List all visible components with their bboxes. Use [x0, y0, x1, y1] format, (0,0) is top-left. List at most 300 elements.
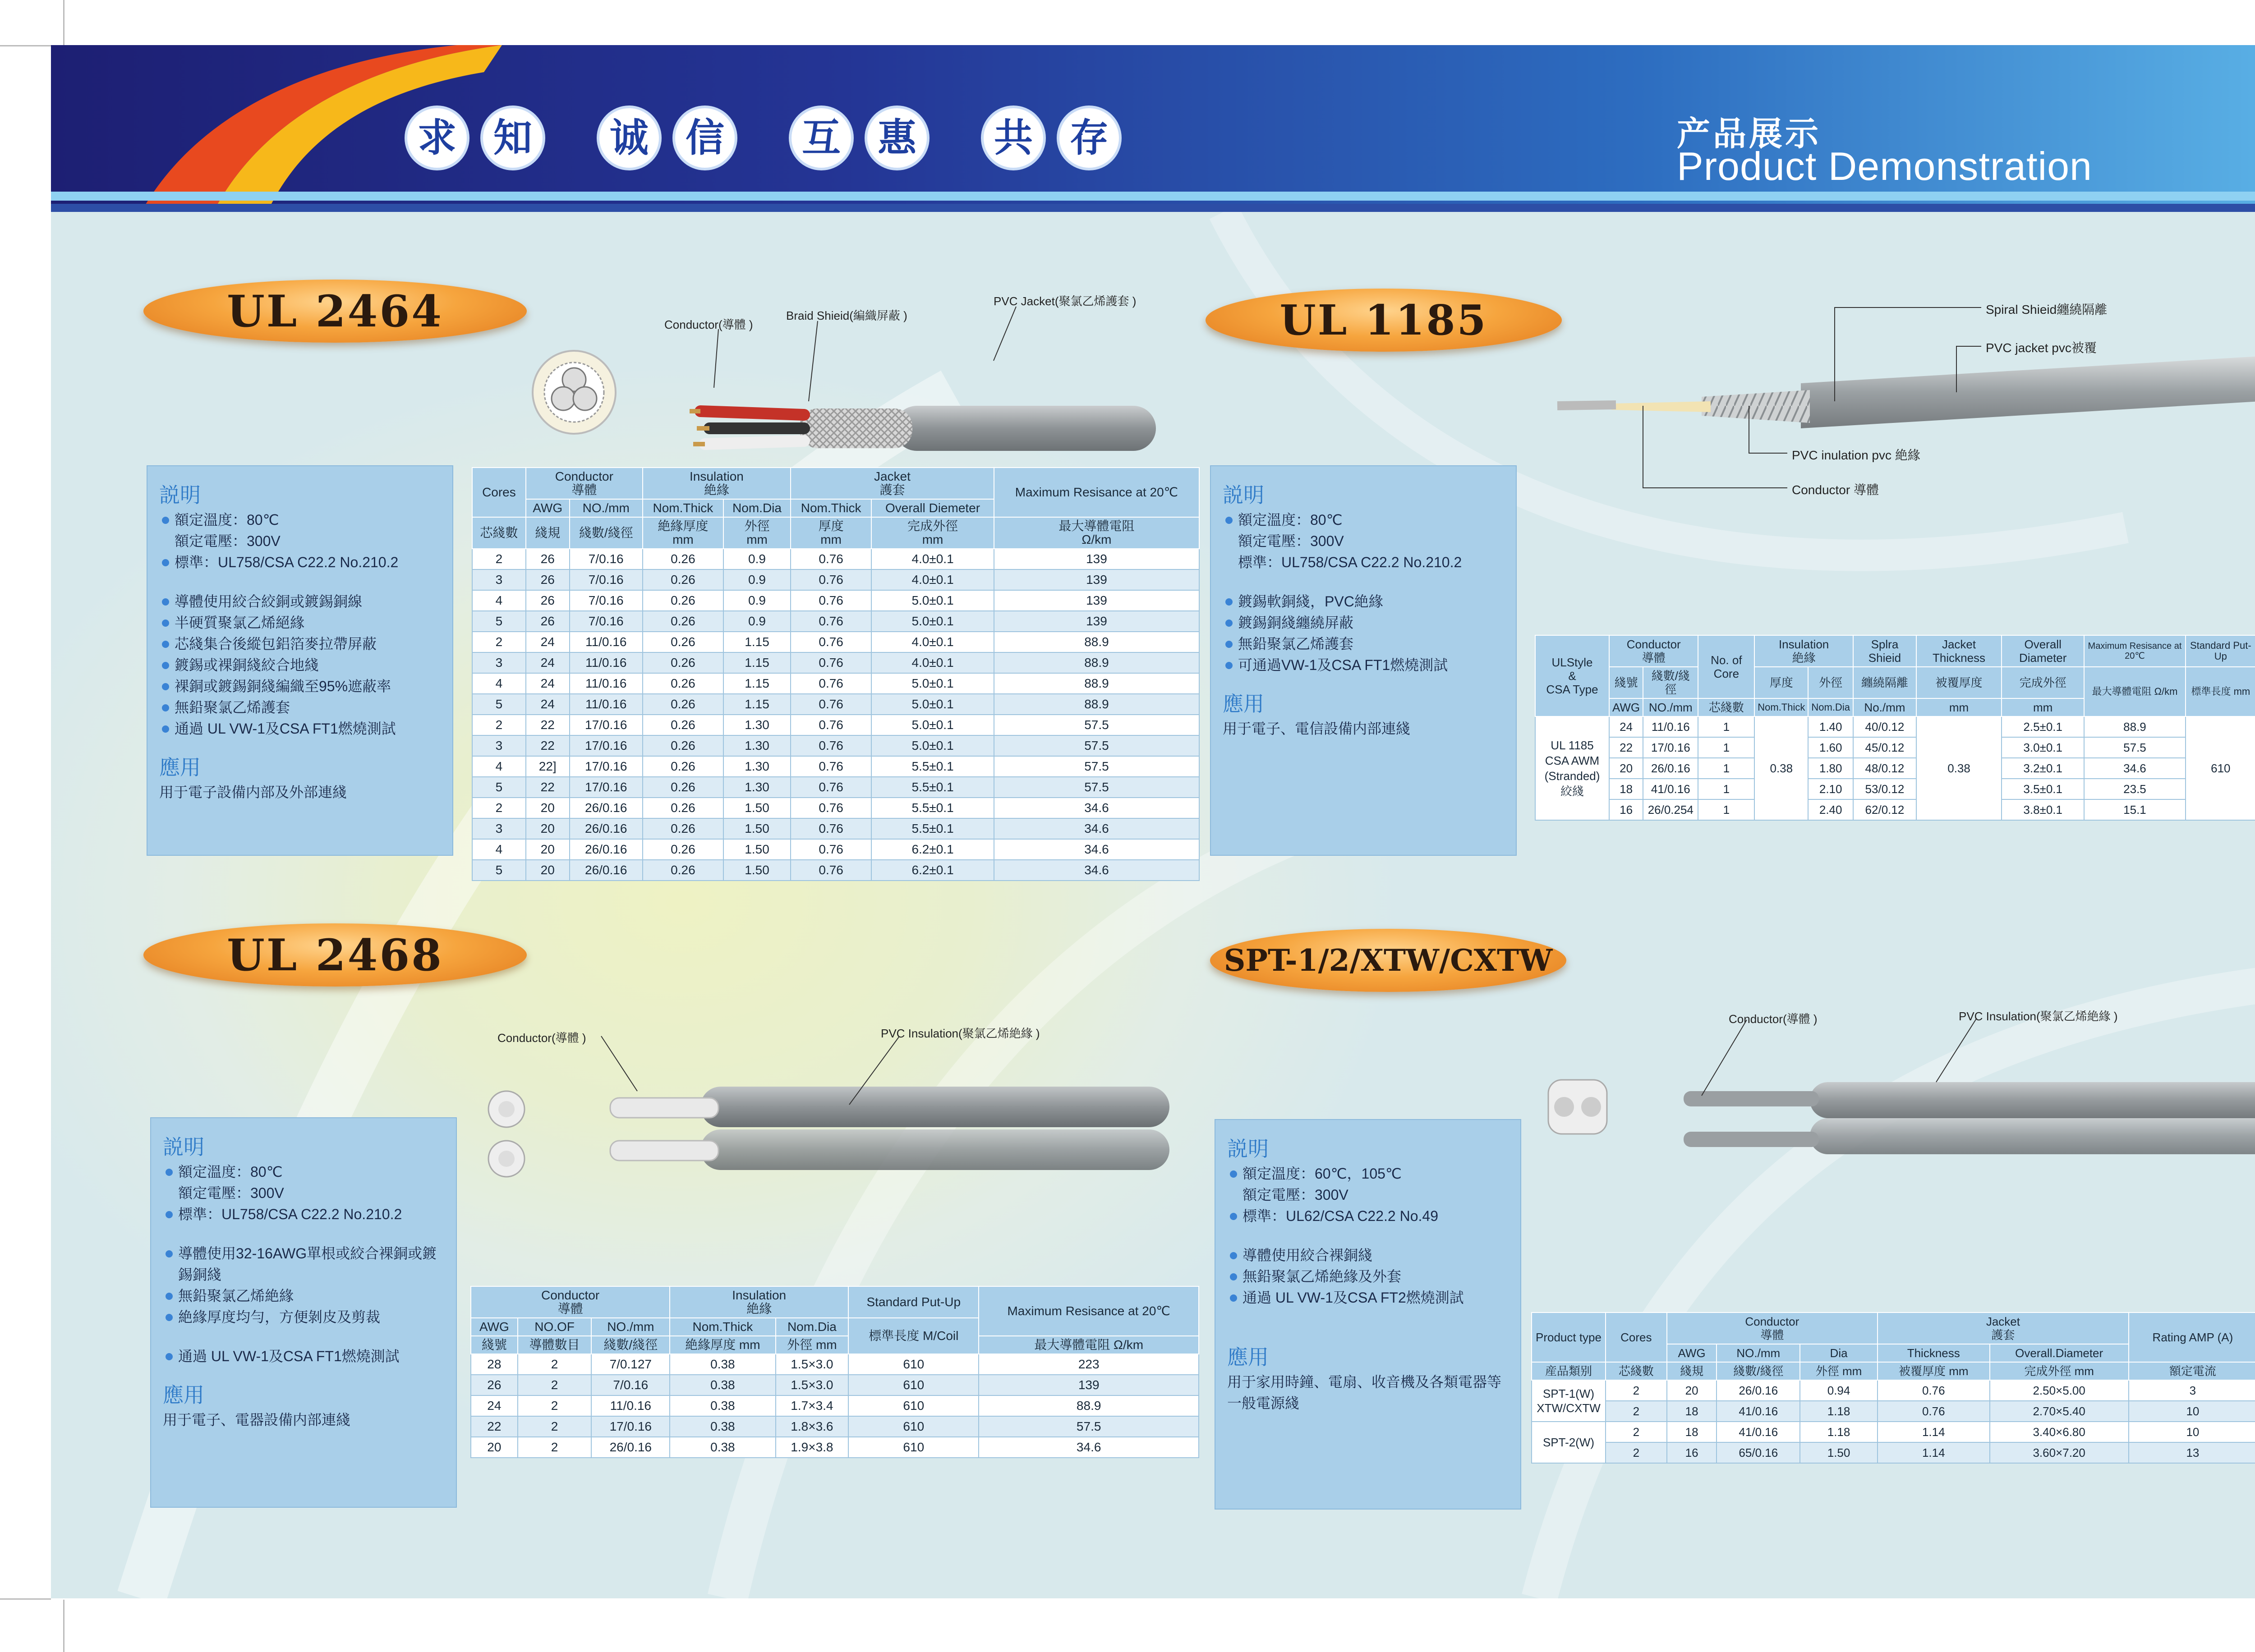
- header-title-en: Product Demonstration: [1677, 144, 2092, 188]
- table-cell: 7/0.16: [570, 549, 643, 569]
- table-cell: 17/0.16: [570, 735, 643, 756]
- feature-item: 可通過VW-1及CSA FT1燃燒測試: [1223, 655, 1504, 676]
- table-cell: 2: [518, 1395, 592, 1416]
- th-conductor: Conductor 導體: [1667, 1312, 1878, 1344]
- spec-table-spt: [1531, 1312, 2255, 1464]
- th-res-cn: 最大導體電阻 Ω/km: [979, 1336, 1199, 1354]
- table-cell: 5: [472, 611, 526, 632]
- crop-mark: [0, 1598, 51, 1600]
- table-cell: 0.76: [791, 673, 871, 694]
- th-overall: Overall Diemeter: [871, 499, 994, 517]
- table-cell: 41/0.16: [1643, 779, 1698, 799]
- table-cell: 0.26: [643, 694, 723, 715]
- table-cell: 4.0±0.1: [871, 569, 994, 590]
- spec-line: 額定電壓：300V: [1238, 533, 1344, 549]
- table-cell: 223: [979, 1354, 1199, 1375]
- th-awg-cn: 綫號: [1609, 667, 1643, 698]
- table-cell: 1.50: [723, 839, 791, 860]
- table-cell: 0.26: [643, 569, 723, 590]
- slogan-char: 存: [1059, 108, 1119, 168]
- app-text: 用于電子、電器設備内部連綫: [163, 1412, 351, 1428]
- table-cell: 4: [472, 839, 526, 860]
- callout-spiral: Spiral Shieid纏繞隔離: [1986, 303, 2108, 317]
- th-put-cn: 標準長度 mm: [2186, 667, 2255, 716]
- table-cell: 3: [472, 652, 526, 673]
- th-no: NO./mm: [1643, 698, 1698, 716]
- table-cell: 24: [526, 673, 570, 694]
- table-cell: 26/0.16: [591, 1437, 670, 1458]
- callout-braid: Braid Shieid(編織屏蔽 ): [786, 309, 907, 322]
- feature-item: 鍍錫或裸銅綫絞合地綫: [159, 655, 441, 676]
- slogan-char: 诚: [599, 108, 659, 168]
- table-cell: 1.15: [723, 632, 791, 652]
- table-cell: 18: [1667, 1422, 1717, 1442]
- table-cell: 0.26: [643, 549, 723, 569]
- table-cell: 0.76: [791, 611, 871, 632]
- app-text: 用于電子、電信設備内部連綫: [1223, 720, 1411, 737]
- table-cell: 1.40: [1808, 716, 1853, 737]
- table-cell: 7/0.16: [570, 569, 643, 590]
- feature-item: 通過 UL VW-1及CSA FT2燃燒測試: [1227, 1287, 1509, 1308]
- table-cell: 0.76: [791, 735, 871, 756]
- table-cell: 88.9: [994, 694, 1199, 715]
- th-nomdia: Nom.Dia: [1808, 698, 1853, 716]
- table-cell: 2.50×5.00: [1990, 1380, 2129, 1401]
- table-cell: 40/0.12: [1853, 716, 1916, 737]
- table-cell: 0.9: [723, 590, 791, 611]
- desc-heading: 説明: [1223, 483, 1264, 507]
- table-cell: 17/0.16: [570, 777, 643, 798]
- crop-mark: [63, 0, 64, 45]
- table-cell: 1.15: [723, 652, 791, 673]
- table-cell: 24: [526, 632, 570, 652]
- table-cell: 24: [526, 694, 570, 715]
- table-cell: 0.76: [791, 818, 871, 839]
- table-cell: 0.76: [791, 694, 871, 715]
- th-stdput: Standard Put-Up: [2186, 635, 2255, 667]
- table-cell: 1.50: [723, 818, 791, 839]
- table-cell: 0.26: [643, 611, 723, 632]
- th-awg: AWG: [471, 1318, 518, 1336]
- table-cell: 57.5: [994, 756, 1199, 777]
- table-cell: 3.0±0.1: [2002, 737, 2084, 758]
- th-dia: Dia: [1800, 1344, 1878, 1362]
- table-cell: 26/0.16: [570, 818, 643, 839]
- table-cell: 34.6: [994, 839, 1199, 860]
- th-idia-cn: 外徑: [1808, 667, 1853, 698]
- callout-conductor: Conductor 導體: [1792, 483, 1879, 497]
- table-cell: 17/0.16: [591, 1416, 670, 1437]
- table-cell: 0.76: [791, 569, 871, 590]
- th-conductor: Conductor 導體: [1609, 635, 1698, 667]
- table-cell: 1.50: [723, 798, 791, 818]
- table-cell: 26/0.16: [570, 798, 643, 818]
- spec-line: 額定溫度：80℃: [163, 1161, 444, 1183]
- table-cell: 34.6: [979, 1437, 1199, 1458]
- callout-conductor: Conductor(導體 ): [497, 1031, 586, 1045]
- table-cell: 88.9: [2084, 716, 2185, 737]
- feature-item: 半硬質聚氯乙烯絕緣: [159, 612, 441, 633]
- table-cell: 0.26: [643, 632, 723, 652]
- th-rating: Rating AMP (A): [2129, 1312, 2255, 1362]
- table-cell: 2: [518, 1375, 592, 1395]
- table-cell: 2: [518, 1416, 592, 1437]
- table-cell: 11/0.16: [570, 632, 643, 652]
- table-cell: 1.7×3.4: [776, 1395, 849, 1416]
- table-cell: 0.26: [643, 756, 723, 777]
- callout-insulation: PVC Insulation(聚氯乙烯絶緣 ): [1959, 1010, 2118, 1023]
- th-maxres: Maximum Resisance at 20℃: [2084, 635, 2185, 667]
- table-cell: 15.1: [2084, 799, 2185, 820]
- table-cell: 610: [848, 1375, 979, 1395]
- th-awg-cn: 綫號: [471, 1336, 518, 1354]
- table-cell: 0.26: [643, 652, 723, 673]
- table-cell-type: SPT-1(W) XTW/CXTW: [1532, 1380, 1606, 1422]
- table-cell: 0.76: [791, 756, 871, 777]
- table-cell: 5: [472, 777, 526, 798]
- th-insulation: Insulation 絶緣: [670, 1286, 848, 1318]
- table-cell: 1.30: [723, 735, 791, 756]
- table-cell: 18: [1609, 779, 1643, 799]
- table-cell: 20: [1667, 1380, 1717, 1401]
- table-cell: 26/0.254: [1643, 799, 1698, 820]
- th-thick-cn: 絶緣厚度 mm: [643, 517, 723, 549]
- table-cell: 0.76: [791, 777, 871, 798]
- table-cell: 5.5±0.1: [871, 798, 994, 818]
- table-cell: 22: [1609, 737, 1643, 758]
- th-spiral-cn: 纏繞隔離: [1853, 667, 1916, 698]
- table-cell: 62/0.12: [1853, 799, 1916, 820]
- table-cell: 139: [994, 569, 1199, 590]
- table-cell: 1.30: [723, 777, 791, 798]
- table-cell: 65/0.16: [1717, 1442, 1800, 1463]
- table-cell: 57.5: [994, 735, 1199, 756]
- th-no: NO./mm: [1717, 1344, 1800, 1362]
- feature-item: 無鉛聚氯乙烯絶緣及外套: [1227, 1266, 1509, 1287]
- table-cell: 24: [1609, 716, 1643, 737]
- table-cell: 2.40: [1808, 799, 1853, 820]
- table-cell: 0.26: [643, 673, 723, 694]
- table-cell-type: SPT-2(W): [1532, 1422, 1606, 1463]
- table-cell: 34.6: [2084, 758, 2185, 779]
- table-cell: 0.76: [791, 549, 871, 569]
- table-cell: 53/0.12: [1853, 779, 1916, 799]
- table-cell: 88.9: [994, 673, 1199, 694]
- table-cell: 4.0±0.1: [871, 652, 994, 673]
- table-cell: 2: [472, 549, 526, 569]
- table-cell: 26: [526, 569, 570, 590]
- spec-line: 標準：UL62/CSA C22.2 No.49: [1227, 1206, 1509, 1227]
- table-cell: 2: [518, 1354, 592, 1375]
- table-cell: 2.5±0.1: [2002, 716, 2084, 737]
- th-no-cn: 綫數/綫徑: [1643, 667, 1698, 698]
- table-cell: 0.76: [1878, 1401, 1990, 1422]
- table-cell: 5.5±0.1: [871, 756, 994, 777]
- table-cell: 1.18: [1800, 1422, 1878, 1442]
- table-cell: 4: [472, 756, 526, 777]
- table-cell: 13: [2129, 1442, 2255, 1463]
- table-cell: 1.8×3.6: [776, 1416, 849, 1437]
- table-cell: 5.0±0.1: [871, 715, 994, 735]
- table-cell: 0.26: [643, 590, 723, 611]
- table-cell: 7/0.127: [591, 1354, 670, 1375]
- table-cell: 26: [526, 590, 570, 611]
- table-cell: 0.76: [791, 632, 871, 652]
- table-cell: 1.50: [1800, 1442, 1878, 1463]
- table-cell: 1.14: [1878, 1422, 1990, 1442]
- th-noof: NO.OF: [518, 1318, 592, 1336]
- table-cell: 2.70×5.40: [1990, 1401, 2129, 1422]
- spec-line: 標準：UL758/CSA C22.2 No.210.2: [159, 552, 441, 573]
- table-cell: 3: [472, 569, 526, 590]
- table-cell: 2: [1606, 1422, 1667, 1442]
- spec-line: 額定電壓：300V: [1243, 1187, 1348, 1203]
- table-cell: 41/0.16: [1717, 1401, 1800, 1422]
- table-cell: 3.40×6.80: [1990, 1422, 2129, 1442]
- callout-insulation: PVC inulation pvc 絶緣: [1792, 448, 1920, 462]
- table-cell: 610: [848, 1416, 979, 1437]
- table-cell: 45/0.12: [1853, 737, 1916, 758]
- slogan-char: 惠: [867, 108, 927, 168]
- th-od-cn: 完成外徑 mm: [871, 517, 994, 549]
- callout-conductor: Conductor(導體 ): [664, 318, 753, 331]
- table-cell: 22: [526, 777, 570, 798]
- table-cell: 0.76: [1878, 1380, 1990, 1401]
- table-cell: 5.0±0.1: [871, 673, 994, 694]
- th-maxres: Maximum Resisance at 20℃: [979, 1286, 1199, 1336]
- table-cell: 1: [1698, 779, 1754, 799]
- th-dia-cn: 外徑 mm: [776, 1336, 849, 1354]
- table-cell: 1.5×3.0: [776, 1354, 849, 1375]
- feature-item: 導體使用絞合裸銅綫: [1227, 1245, 1509, 1266]
- table-cell: 0.26: [643, 798, 723, 818]
- table-cell: 0.9: [723, 611, 791, 632]
- table-cell: 0.38: [670, 1416, 775, 1437]
- table-cell: 57.5: [994, 715, 1199, 735]
- table-cell: 1.15: [723, 673, 791, 694]
- table-cell: 11/0.16: [591, 1395, 670, 1416]
- table-cell: 1.30: [723, 715, 791, 735]
- product-title-ul1185: UL 1185: [1206, 289, 1562, 352]
- crop-mark: [63, 1600, 64, 1652]
- callout-conductor: Conductor(導體 ): [1729, 1012, 1818, 1026]
- table-cell: 1.14: [1878, 1442, 1990, 1463]
- table-cell: 22: [471, 1416, 518, 1437]
- table-cell: 3.60×7.20: [1990, 1442, 2129, 1463]
- table-cell: 20: [526, 860, 570, 881]
- spec-line: 額定溫度：80℃: [159, 509, 441, 531]
- table-cell: 2: [1606, 1442, 1667, 1463]
- table-cell: 7/0.16: [570, 590, 643, 611]
- th-no-cn: 綫數/綫徑: [1717, 1362, 1800, 1380]
- product-title-spt: SPT-1/2/XTW/CXTW: [1210, 929, 1566, 992]
- product-title-ul2464: UL 2464: [143, 280, 527, 343]
- description-box: [1215, 1119, 1521, 1510]
- table-cell: 4.0±0.1: [871, 549, 994, 569]
- table-cell: 0.9: [723, 569, 791, 590]
- table-cell: 26/0.16: [1717, 1380, 1800, 1401]
- table-cell: 3.5±0.1: [2002, 779, 2084, 799]
- th-res-cn: 最大導體電阻 Ω/km: [994, 517, 1199, 549]
- table-cell: 0.76: [791, 798, 871, 818]
- app-heading: 應用: [159, 756, 201, 779]
- spec-line: 額定溫度：60℃，105℃: [1227, 1163, 1509, 1184]
- table-cell: 26/0.16: [570, 839, 643, 860]
- table-cell: 6.2±0.1: [871, 839, 994, 860]
- table-cell: 57.5: [994, 777, 1199, 798]
- table-cell: 5.0±0.1: [871, 590, 994, 611]
- slogan-char: 求: [407, 108, 467, 168]
- th-stdput: Standard Put-Up: [848, 1286, 979, 1318]
- table-cell: 20: [526, 798, 570, 818]
- feature-item: 無鉛聚氯乙烯護套: [159, 697, 441, 718]
- th-jacket: Jacket Thickness: [1916, 635, 2002, 667]
- table-cell: 20: [526, 839, 570, 860]
- table-cell: 22]: [526, 756, 570, 777]
- table-cell: 139: [994, 549, 1199, 569]
- table-cell: 0.38: [670, 1395, 775, 1416]
- th-jnomthick: Nom.Thick: [791, 499, 871, 517]
- spec-line: 標準：UL758/CSA C22.2 No.210.2: [1238, 554, 1462, 570]
- table-cell: 1: [1698, 737, 1754, 758]
- feature-item: 鍍錫軟銅綫，PVC絶緣: [1223, 591, 1504, 612]
- app-heading: 應用: [163, 1383, 204, 1407]
- spec-line: 額定電壓：300V: [175, 533, 281, 549]
- callout-jacket: PVC jacket pvc被覆: [1986, 341, 2097, 355]
- table-cell: 5: [472, 860, 526, 881]
- table-cell: 24: [471, 1395, 518, 1416]
- th-noof-cn: 導體數目: [518, 1336, 592, 1354]
- table-cell: 2: [1606, 1401, 1667, 1422]
- th-cores-cn: 芯綫數: [472, 517, 526, 549]
- table-cell: 5: [472, 694, 526, 715]
- table-cell: 20: [526, 818, 570, 839]
- table-cell: 1: [1698, 716, 1754, 737]
- table-cell: 26: [471, 1375, 518, 1395]
- th-awg-cn: 綫規: [526, 517, 570, 549]
- table-cell: 0.9: [723, 549, 791, 569]
- th-jacket-unit: mm: [1916, 698, 2002, 716]
- product-title-ul2468: UL 2468: [143, 923, 527, 987]
- th-ithick-cn: 厚度: [1754, 667, 1808, 698]
- spec-line: 標準：UL758/CSA C22.2 No.210.2: [163, 1204, 444, 1225]
- table-cell: 0.26: [643, 735, 723, 756]
- table-cell: 1: [1698, 799, 1754, 820]
- slogan-char: 信: [675, 108, 735, 168]
- th-maxres: Maximum Resisance at 20℃: [994, 468, 1199, 517]
- feature-item: 裸銅或鍍錫銅綫編織至95%遮蔽率: [159, 676, 441, 697]
- th-awg: AWG: [526, 499, 570, 517]
- app-heading: 應用: [1227, 1345, 1269, 1369]
- table-cell: 24: [526, 652, 570, 673]
- table-cell: 34.6: [994, 798, 1199, 818]
- table-cell: 0.26: [643, 777, 723, 798]
- th-rating-cn: 額定電流: [2129, 1362, 2255, 1380]
- th-od-cn: 完成外徑: [2002, 667, 2084, 698]
- desc-heading: 説明: [159, 483, 201, 507]
- th-spiral-unit: No./mm: [1853, 698, 1916, 716]
- table-cell: 6.2±0.1: [871, 860, 994, 881]
- th-cores: Cores: [472, 468, 526, 517]
- table-cell: 139: [994, 611, 1199, 632]
- table-cell: 0.38: [1916, 716, 2002, 820]
- callout-jacket: PVC Jacket(聚氯乙烯護套 ): [994, 294, 1137, 308]
- th-jacket-cn: 被覆厚度: [1916, 667, 2002, 698]
- th-no: NO./mm: [570, 499, 643, 517]
- th-dia-cn: 外徑 mm: [723, 517, 791, 549]
- table-cell: 17/0.16: [1643, 737, 1698, 758]
- th-cores: Cores: [1606, 1312, 1667, 1362]
- table-cell: 10: [2129, 1401, 2255, 1422]
- th-nocore: No. of Core: [1698, 635, 1754, 698]
- table-cell: 2.10: [1808, 779, 1853, 799]
- table-cell: 1: [1698, 758, 1754, 779]
- table-cell: 2: [1606, 1380, 1667, 1401]
- table-cell: 5.0±0.1: [871, 694, 994, 715]
- th-nomthick: Nom.Thick: [1754, 698, 1808, 716]
- table-cell: 3: [2129, 1380, 2255, 1401]
- th-no-cn: 綫數/綫徑: [591, 1336, 670, 1354]
- table-cell: 610: [848, 1395, 979, 1416]
- table-cell: 5.0±0.1: [871, 611, 994, 632]
- callout-insulation: PVC Insulation(聚氯乙烯絶緣 ): [881, 1027, 1040, 1040]
- th-cores-cn: 芯綫數: [1606, 1362, 1667, 1380]
- table-cell: 3: [472, 735, 526, 756]
- app-text: 用于家用時鐘、電扇、收音機及各類電器等一般電源綫: [1227, 1374, 1502, 1411]
- table-cell: 0.76: [791, 715, 871, 735]
- th-overall: Overall Diameter: [2002, 635, 2084, 667]
- spec-line: 額定電壓：300V: [178, 1185, 284, 1201]
- th-nomthick: Nom.Thick: [643, 499, 723, 517]
- app-text: 用于電子設備内部及外部連綫: [159, 784, 347, 800]
- table-cell: 11/0.16: [570, 652, 643, 673]
- table-cell: 26: [526, 549, 570, 569]
- th-nomthick: Nom.Thick: [670, 1318, 775, 1336]
- table-cell: 5.5±0.1: [871, 818, 994, 839]
- table-cell: 88.9: [994, 632, 1199, 652]
- th-spiral: Splra Shieid: [1853, 635, 1916, 667]
- th-put-cn: 標準長度 M/Coil: [848, 1318, 979, 1354]
- table-cell: 41/0.16: [1717, 1422, 1800, 1442]
- table-cell: 7/0.16: [591, 1375, 670, 1395]
- th-thickness: Thickness: [1878, 1344, 1990, 1362]
- feature-item: 鍍錫銅綫纏繞屏蔽: [1223, 612, 1504, 633]
- table-cell: 610: [848, 1354, 979, 1375]
- th-ptype: Product type: [1532, 1312, 1606, 1362]
- table-cell: 10: [2129, 1422, 2255, 1442]
- table-cell: 18: [1667, 1401, 1717, 1422]
- table-cell: 11/0.16: [570, 673, 643, 694]
- table-cell: 57.5: [979, 1416, 1199, 1437]
- feature-item: 絶緣厚度均勻，方便剝皮及剪裁: [163, 1307, 444, 1328]
- slogan-char: 共: [984, 108, 1043, 168]
- feature-item: 無鉛聚氯乙烯絶緣: [163, 1285, 444, 1307]
- feature-item: 芯綫集合後縱包鋁箔麥拉帶屏蔽: [159, 633, 441, 655]
- table-cell: 1.15: [723, 694, 791, 715]
- table-cell: 1.80: [1808, 758, 1853, 779]
- th-jthick-cn: 厚度 mm: [791, 517, 871, 549]
- table-cell: 22: [526, 715, 570, 735]
- th-thick-cn: 被覆厚度 mm: [1878, 1362, 1990, 1380]
- table-cell-style: UL 1185 CSA AWM (Stranded) 絞綫: [1535, 716, 1609, 820]
- table-cell: 2: [472, 632, 526, 652]
- table-cell: 1.9×3.8: [776, 1437, 849, 1458]
- table-cell: 88.9: [994, 652, 1199, 673]
- table-cell: 4.0±0.1: [871, 632, 994, 652]
- table-cell: 3: [472, 818, 526, 839]
- table-cell: 7/0.16: [570, 611, 643, 632]
- table-cell: 3.2±0.1: [2002, 758, 2084, 779]
